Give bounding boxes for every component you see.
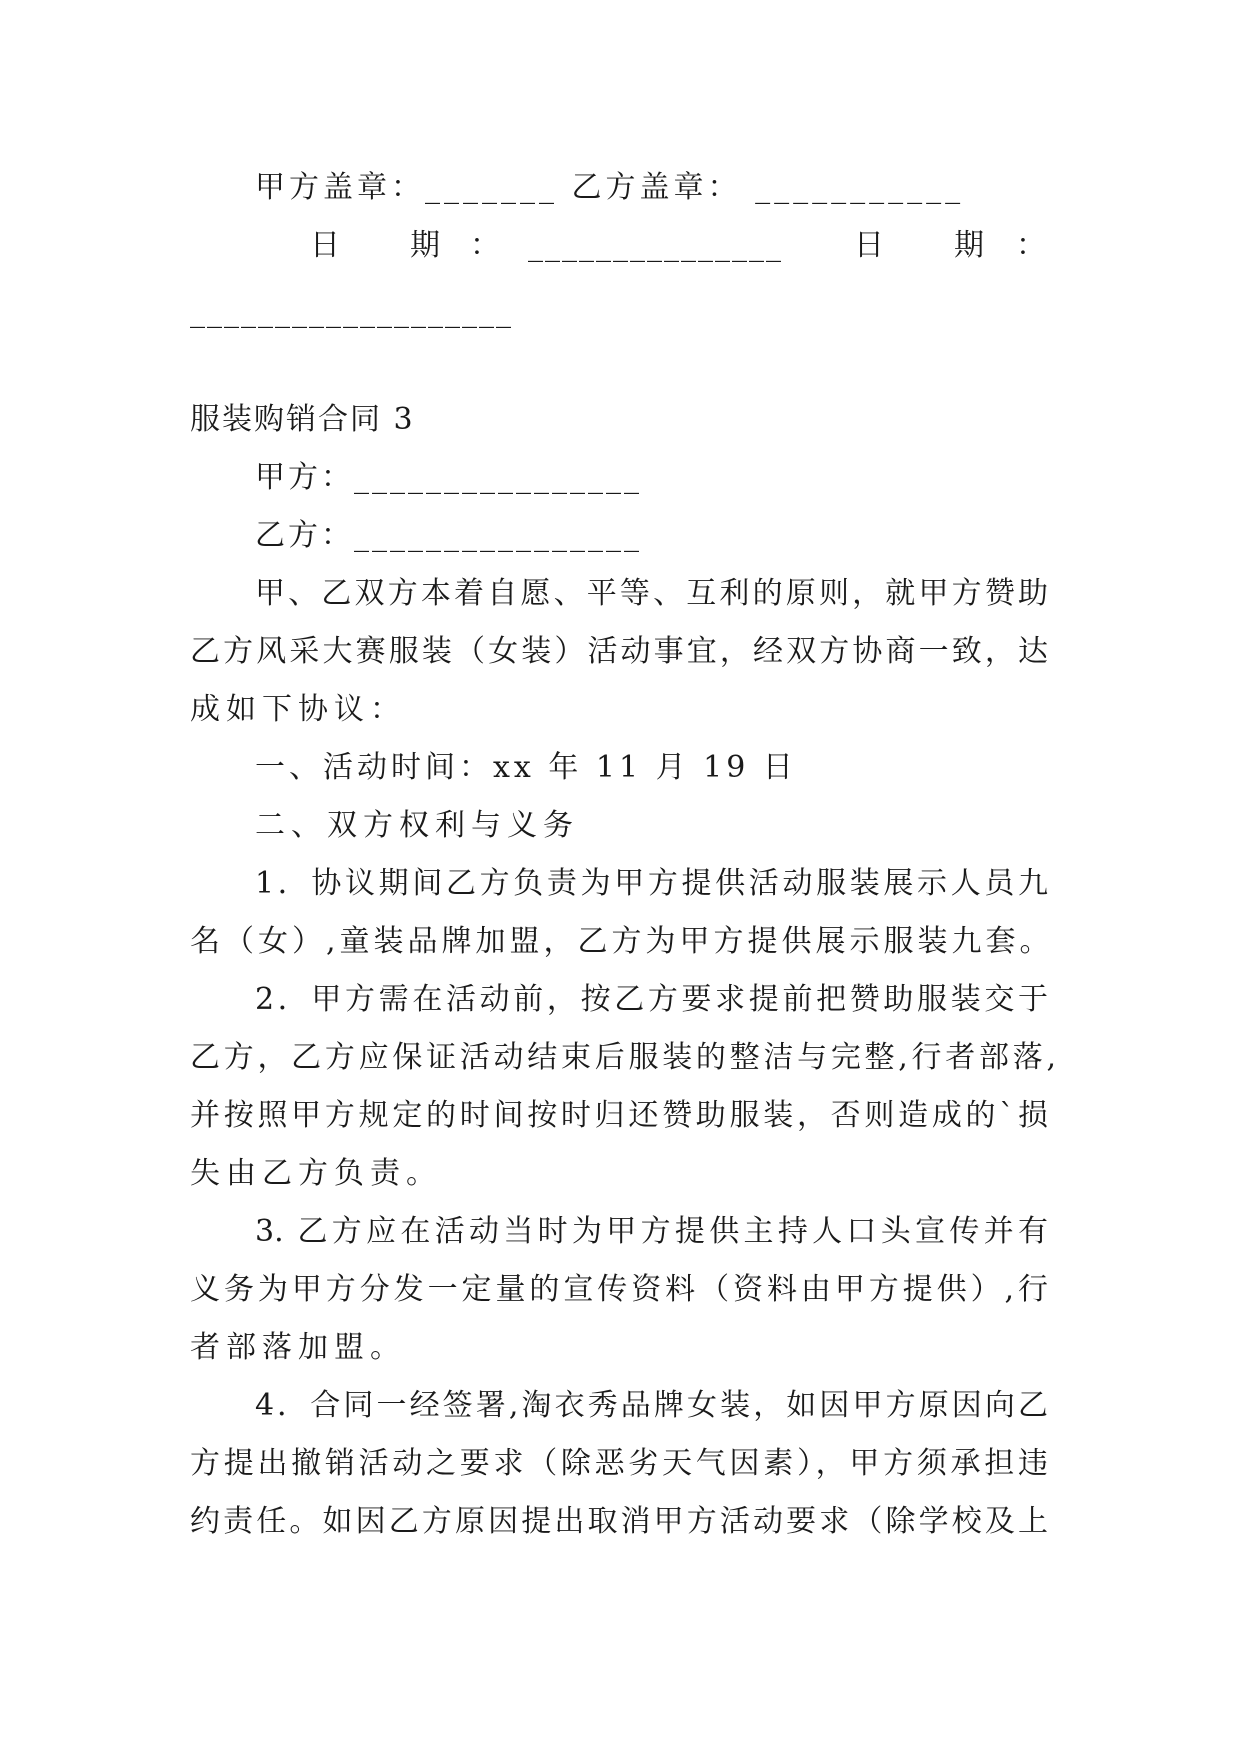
intro-line-2: 乙方风采大赛服装（女装）活动事宜，经双方协商一致，达	[190, 634, 1048, 669]
clause-2-line-3: 并按照甲方规定的时间按时归还赞助服装，否则造成的`损	[190, 1098, 1048, 1133]
date-colon-2: ：	[1016, 228, 1046, 263]
intro-line-1: 甲、乙双方本着自愿、平等、互利的原则，就甲方赞助	[255, 576, 1048, 611]
date-blank-b: ___________________	[190, 294, 513, 329]
clause-3-line-2: 义务为甲方分发一定量的宣传资料（资料由甲方提供）,行	[190, 1272, 1048, 1307]
party-a-line: 甲方：________________	[255, 460, 642, 495]
clause-1-line-1: 1．协议期间乙方负责为甲方提供活动服装展示人员九	[255, 866, 1048, 901]
date-colon-1: ：	[470, 228, 500, 263]
date-label-2: 期	[410, 228, 440, 263]
clause-2-line-1: 2．甲方需在活动前，按乙方要求提前把赞助服装交于	[255, 982, 1048, 1017]
clause-1-line-2: 名（女）,童装品牌加盟，乙方为甲方提供展示服装九套。	[190, 924, 1054, 959]
clause-2-line-2: 乙方，乙方应保证活动结束后服装的整洁与完整,行者部落,	[190, 1040, 1056, 1075]
date-label-3: 日	[854, 228, 884, 263]
date-blank-a: _______________	[528, 228, 783, 263]
date-label-4: 期	[954, 228, 984, 263]
seal-line: 甲方盖章：_______ 乙方盖章： ___________	[255, 170, 965, 205]
intro-line-3: 成如下协议：	[190, 692, 406, 727]
clause-4-line-3: 约责任。如因乙方原因提出取消甲方活动要求（除学校及上	[190, 1504, 1048, 1539]
party-b-line: 乙方：________________	[255, 518, 642, 553]
clause-4-line-1: 4．合同一经签署,淘衣秀品牌女装，如因甲方原因向乙	[255, 1388, 1048, 1423]
date-row	[190, 226, 1050, 266]
date-label-1: 日	[310, 228, 340, 263]
clause-4-line-2: 方提出撤销活动之要求（除恶劣天气因素），甲方须承担违	[190, 1446, 1048, 1481]
clause-3-line-3: 者部落加盟。	[190, 1330, 406, 1365]
section-1-time: 一、活动时间：xx 年 11 月 19 日	[255, 750, 797, 785]
section-2-heading: 二、双方权利与义务	[255, 808, 579, 843]
contract-title: 服装购销合同 3	[190, 402, 415, 437]
clause-3-line-1: 3. 乙方应在活动当时为甲方提供主持人口头宣传并有	[255, 1214, 1048, 1249]
clause-2-line-4: 失由乙方负责。	[190, 1156, 442, 1191]
